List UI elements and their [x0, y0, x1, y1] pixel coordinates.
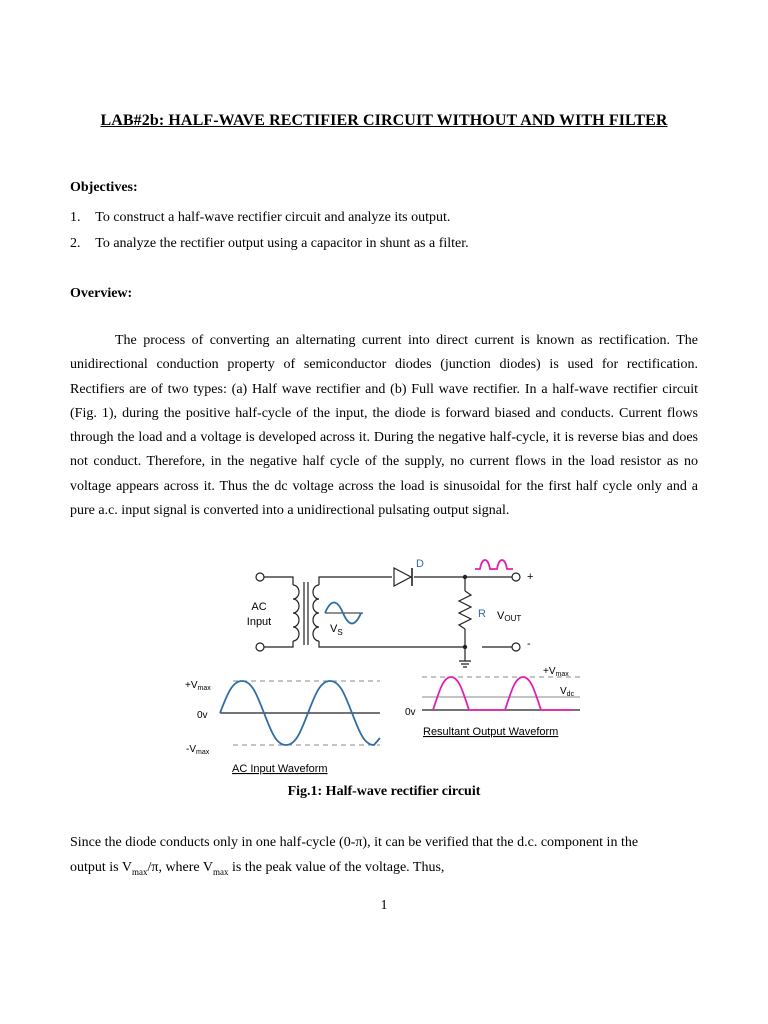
- objective-number: 1.: [70, 210, 81, 225]
- plus-terminal-label: +: [527, 571, 534, 583]
- minus-terminal-label: -: [527, 638, 531, 650]
- objective-text: To construct a half-wave rectifier circuit and analyze its output.: [95, 210, 451, 225]
- ac-input-waveform: [185, 680, 380, 775]
- resistor-zigzag: [459, 591, 471, 629]
- junction-dot: [463, 645, 467, 649]
- junction-dot: [463, 575, 467, 579]
- output-waveform: [405, 666, 580, 738]
- zero-v-label: 0v: [197, 710, 208, 721]
- objective-item: [70, 233, 710, 259]
- conclusion-text: output is V: [70, 860, 132, 875]
- ground-icon: [459, 661, 471, 667]
- objectives-heading: Objectives:: [70, 180, 138, 195]
- output-waveform-label: Resultant Output Waveform: [423, 726, 559, 738]
- vmax-pos-label: [185, 680, 211, 692]
- vdc-sub: dc: [566, 691, 575, 698]
- output-vmax-prefix: +V: [543, 666, 556, 677]
- secondary-top-wire: [319, 577, 392, 585]
- vmax-neg-label: [186, 744, 210, 756]
- page-number: 1: [380, 898, 388, 913]
- overview-heading: Overview:: [70, 286, 133, 301]
- output-zero-label: 0v: [405, 707, 416, 718]
- ac-waveform-label: AC Input Waveform: [232, 763, 328, 775]
- ac-input-label-line2: Input: [246, 616, 272, 628]
- lab-title: LAB#2b: HALF-WAVE RECTIFIER CIRCUIT WITHOUT AND WITH FILTER: [100, 112, 668, 129]
- vmax-pos-prefix: +V: [185, 680, 198, 691]
- resistor-label: R: [478, 608, 486, 620]
- objectives-list: [70, 207, 710, 259]
- objective-text: To analyze the rectifier output using a capacitor in shunt as a filter.: [95, 236, 469, 251]
- vdc-label: [560, 686, 575, 698]
- vdc-main: V: [560, 686, 567, 697]
- return-wire: [319, 641, 465, 647]
- diode-label: D: [416, 558, 424, 570]
- rectified-wave: [433, 677, 573, 710]
- rectifier-circuit: [256, 573, 520, 667]
- conclusion-text: /π, where V: [147, 860, 213, 875]
- input-terminal-bottom: [256, 643, 264, 651]
- vmax-pos-sub: max: [197, 685, 211, 692]
- output-pulse-icon: [475, 560, 513, 569]
- objective-item: [70, 207, 710, 233]
- half-wave-rectifier-figure: [175, 555, 595, 780]
- conclusion-line2: [70, 855, 698, 885]
- output-vmax-label: [543, 666, 569, 678]
- conclusion-paragraph: [70, 830, 698, 885]
- input-terminal-top: [256, 573, 264, 581]
- vmax-neg-sub: max: [196, 749, 210, 756]
- output-terminal-minus: [512, 643, 520, 651]
- vs-main: V: [330, 623, 338, 635]
- diode-symbol-icon: [394, 568, 412, 586]
- output-terminal-plus: [512, 573, 520, 581]
- vout-label: [497, 610, 521, 623]
- figure-caption: Fig.1: Half-wave rectifier circuit: [287, 784, 481, 799]
- vs-label: [330, 623, 343, 637]
- vmax-subscript: max: [213, 866, 229, 877]
- input-wires: [264, 577, 293, 647]
- vout-main: V: [497, 610, 505, 622]
- conclusion-text: is the peak value of the voltage. Thus,: [228, 860, 445, 875]
- objective-number: 2.: [70, 236, 81, 251]
- vs-sub: S: [337, 628, 343, 637]
- vmax-neg-prefix: -V: [186, 744, 196, 755]
- output-vmax-sub: max: [555, 671, 569, 678]
- overview-paragraph: The process of converting an alternating current into direct current is known as rectification. The unidirectional conduction property of semiconductor diodes (junction diodes) is used for rectification. Rectifiers are of two types: (a) Half wave rectifier and (b) Full wave rectifier. In a half-wave rectifier circuit (Fig. 1), during the positive half-cycle of the input, the diode is forward biased and conducts. Current flows through the load and a voltage is developed across it. During the negative half-cycle, it is reverse bias and does not conduct. Therefore, in the negative half cycle of the supply, no current flows in the load resistor as no voltage appears across it. Thus the dc voltage across the load is sinusoidal for the first half cycle only and a pure a.c. input signal is converted into a unidirectional pulsating output signal.: [70, 333, 698, 519]
- secondary-coil: [313, 585, 319, 641]
- vout-sub: OUT: [504, 614, 522, 623]
- primary-coil: [293, 585, 299, 641]
- ac-input-label: AC: [251, 601, 267, 613]
- conclusion-line1: Since the diode conducts only in one half-cycle (0-π), it can be verified that the d.c. component in the: [70, 835, 639, 850]
- vmax-subscript: max: [131, 866, 148, 877]
